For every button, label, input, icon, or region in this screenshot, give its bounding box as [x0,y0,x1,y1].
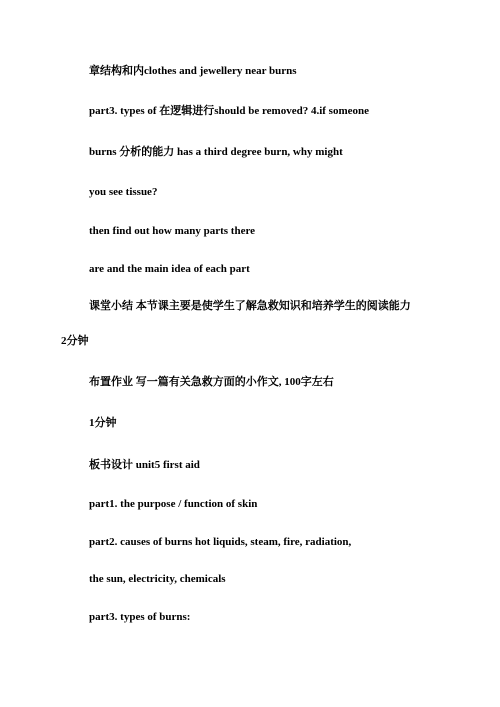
text-line: 章结构和内clothes and jewellery near burns [89,65,297,77]
text-line: burns 分析的能力 has a third degree burn, why might [89,146,343,158]
text-line: 板书设计 unit5 first aid [89,459,200,471]
text-line: 布置作业 写一篇有关急救方面的小作文, 100字左右 [89,376,334,388]
text-line: 2分钟 [61,335,89,347]
text-line: part3. types of 在逻辑进行should be removed? 4.if someone [89,105,369,117]
text-line: part2. causes of burns hot liquids, steam, fire, radiation, [89,536,352,548]
text-line: 1分钟 [89,417,117,429]
text-line: the sun, electricity, chemicals [89,573,226,585]
text-line: are and the main idea of each part [89,263,250,275]
text-line: part1. the purpose / function of skin [89,498,258,510]
text-line: then find out how many parts there [89,225,256,237]
text-line: 课堂小结 本节课主要是使学生了解急救知识和培养学生的阅读能力 [89,300,411,312]
text-line: part3. types of burns: [89,611,191,623]
text-line: you see tissue? [89,186,158,198]
